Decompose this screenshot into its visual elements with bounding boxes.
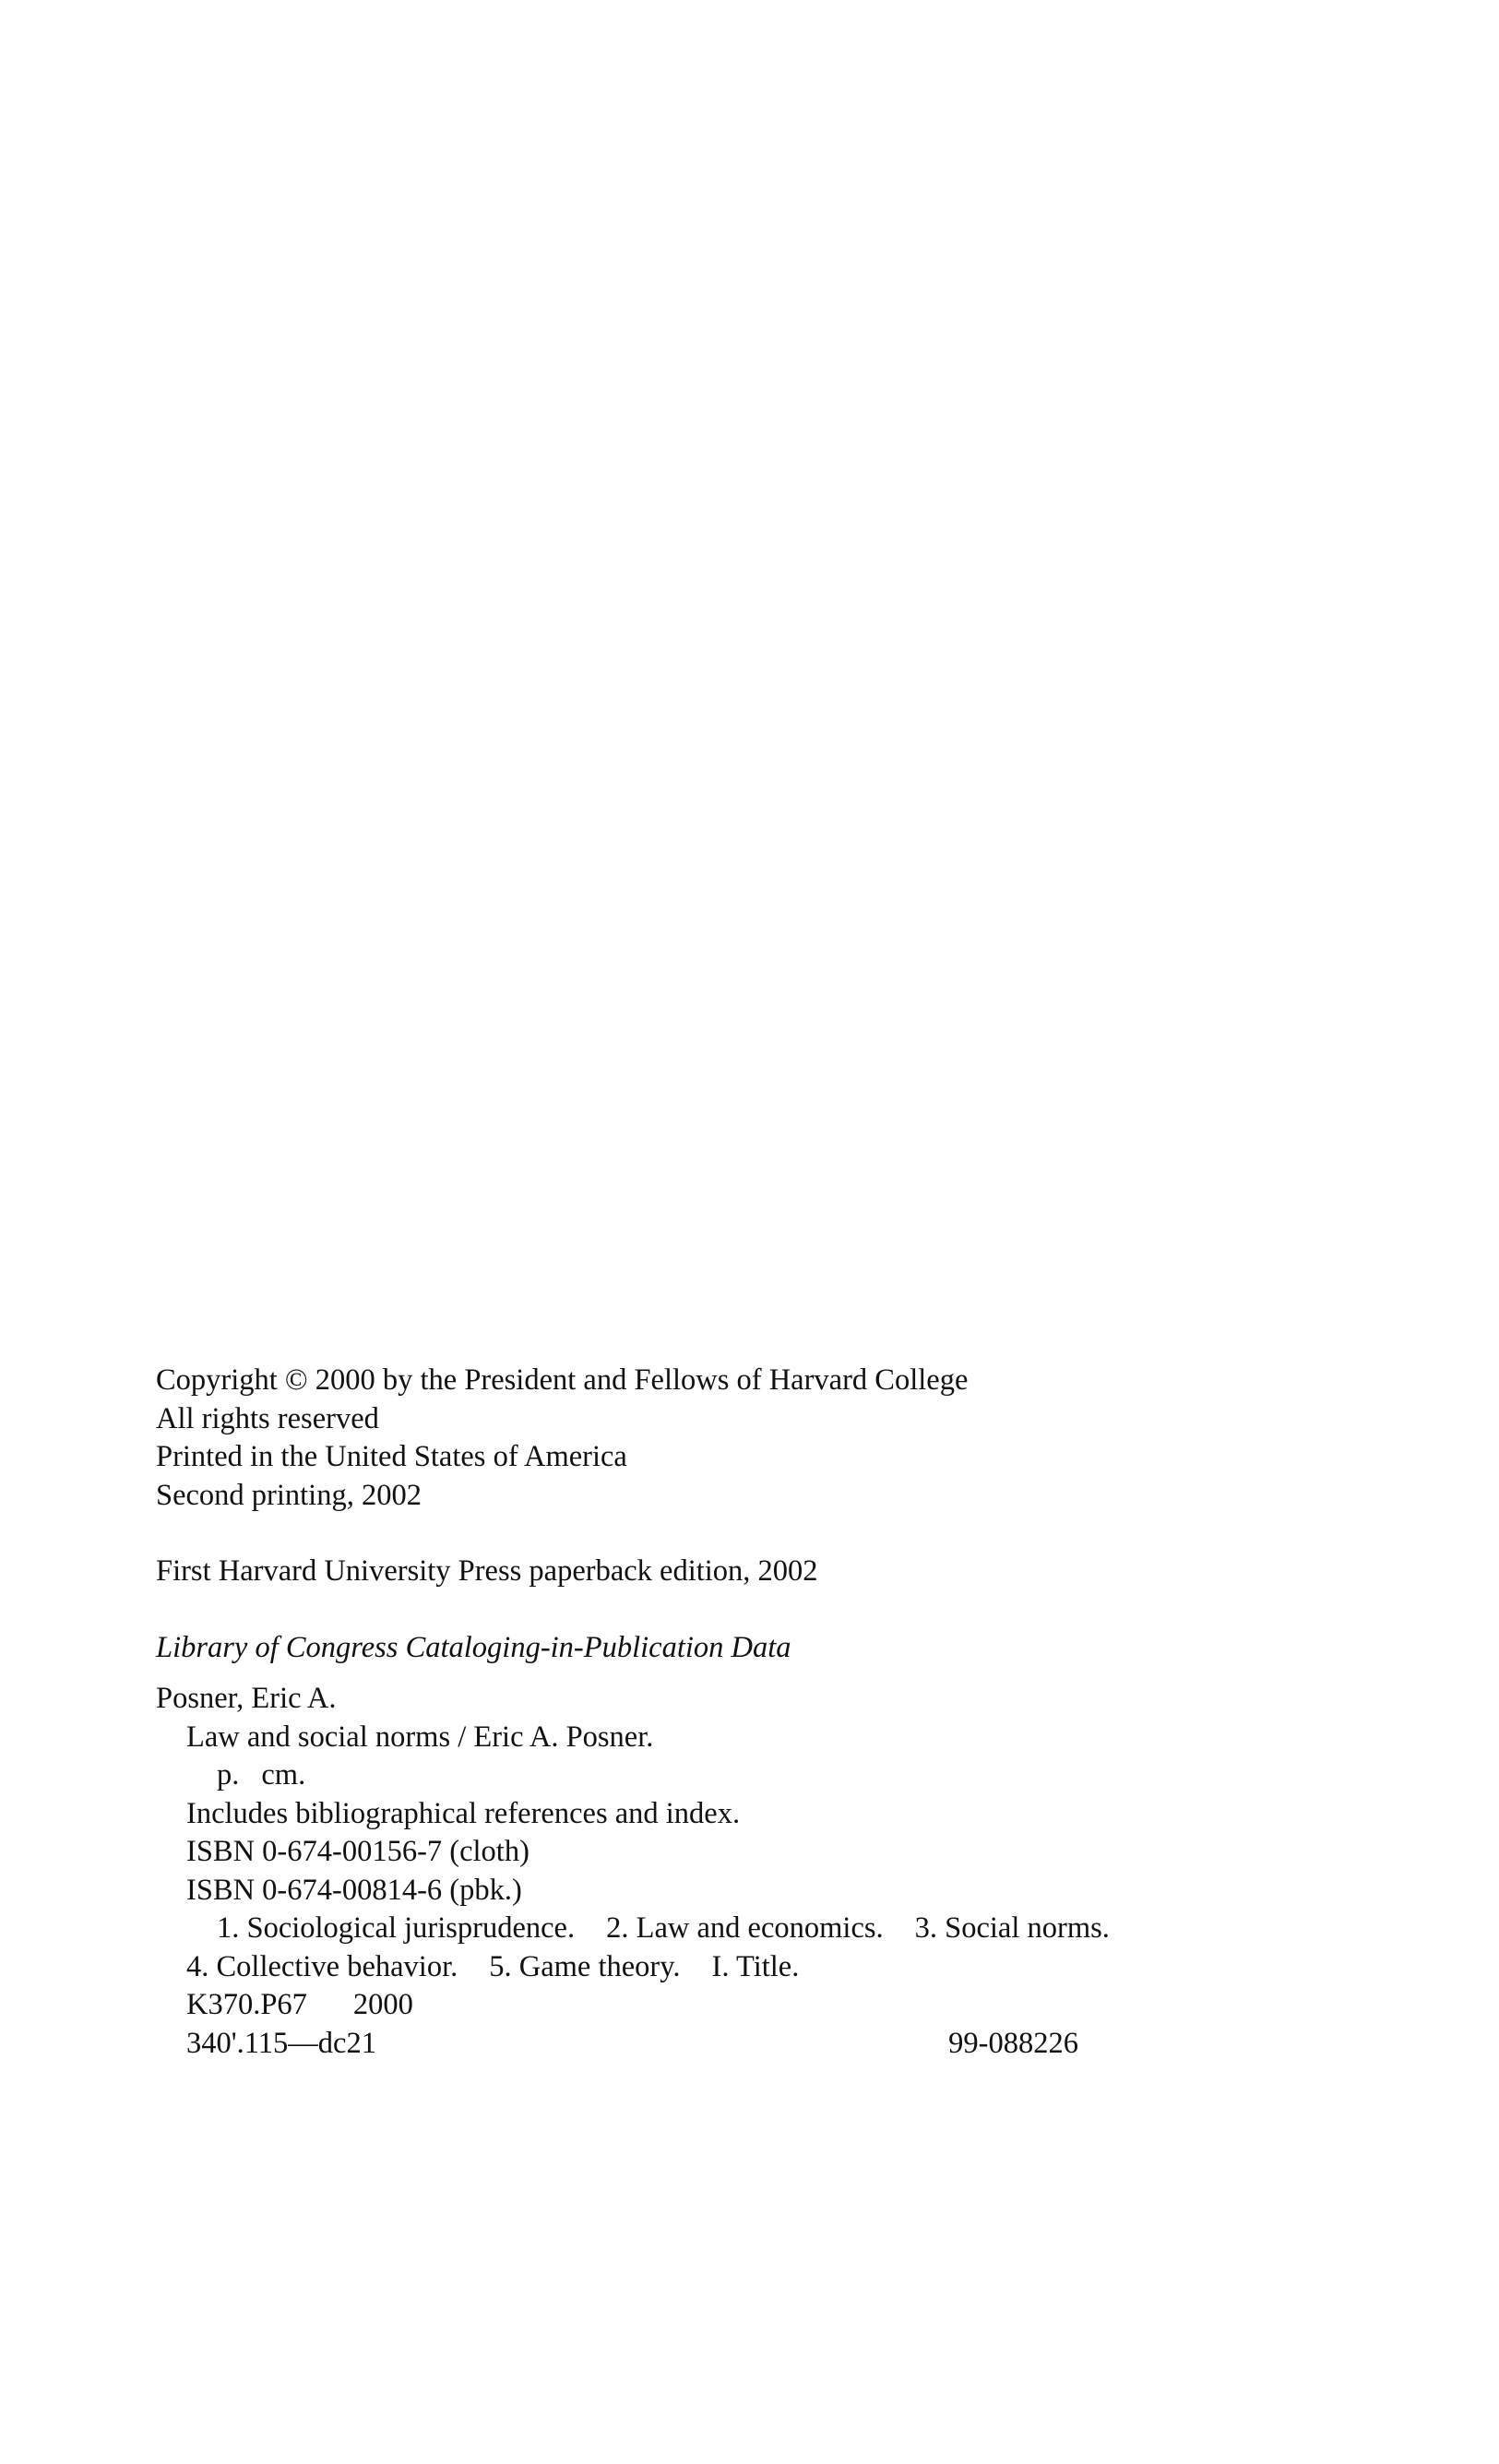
cip-pagination [156, 1756, 1097, 1795]
subject-1: 1. Sociological jurisprudence. [217, 1911, 576, 1945]
subject-title: I. Title. [711, 1949, 800, 1983]
copyright-block [156, 1362, 1110, 2063]
cip-cm: cm. [261, 1758, 306, 1791]
call-number: K370.P67 [186, 1988, 307, 2021]
printed-line: Printed in the United States of America [156, 1440, 627, 1473]
cip-heading: Library of Congress Cataloging-in-Publication Data [156, 1630, 791, 1664]
lccn: 99-088226 [948, 2026, 1078, 2060]
subject-5: 5. Game theory. [489, 1949, 681, 1983]
subject-3: 3. Social norms. [914, 1911, 1110, 1945]
cip-title: Law and social norms / Eric A. Posner. [186, 1720, 654, 1754]
cip-notes: Includes bibliographical references and index. [186, 1796, 741, 1830]
rights-line: All rights reserved [156, 1401, 379, 1435]
cip-isbn-cloth: ISBN 0-674-00156-7 (cloth) [186, 1835, 529, 1868]
cip-isbn-pbk: ISBN 0-674-00814-6 (pbk.) [186, 1873, 522, 1907]
edition-line: First Harvard University Press paperback edition, 2002 [156, 1554, 818, 1588]
cip-subjects-2 [156, 1948, 1097, 1987]
subject-2: 2. Law and economics. [606, 1911, 884, 1945]
cip-classification [156, 2025, 1097, 2064]
call-year: 2000 [352, 1988, 413, 2021]
cip-subjects-1 [156, 1910, 1110, 1948]
subject-4: 4. Collective behavior. [186, 1949, 458, 1983]
dewey-number: 340'.115—dc21 [186, 2026, 376, 2060]
cip-p: p. [217, 1758, 240, 1791]
printing-line: Second printing, 2002 [156, 1478, 422, 1512]
cip-author: Posner, Eric A. [156, 1682, 337, 1715]
copyright-line: Copyright © 2000 by the President and Fellows of Harvard College [156, 1363, 969, 1397]
cip-call-number [156, 1986, 1097, 2025]
